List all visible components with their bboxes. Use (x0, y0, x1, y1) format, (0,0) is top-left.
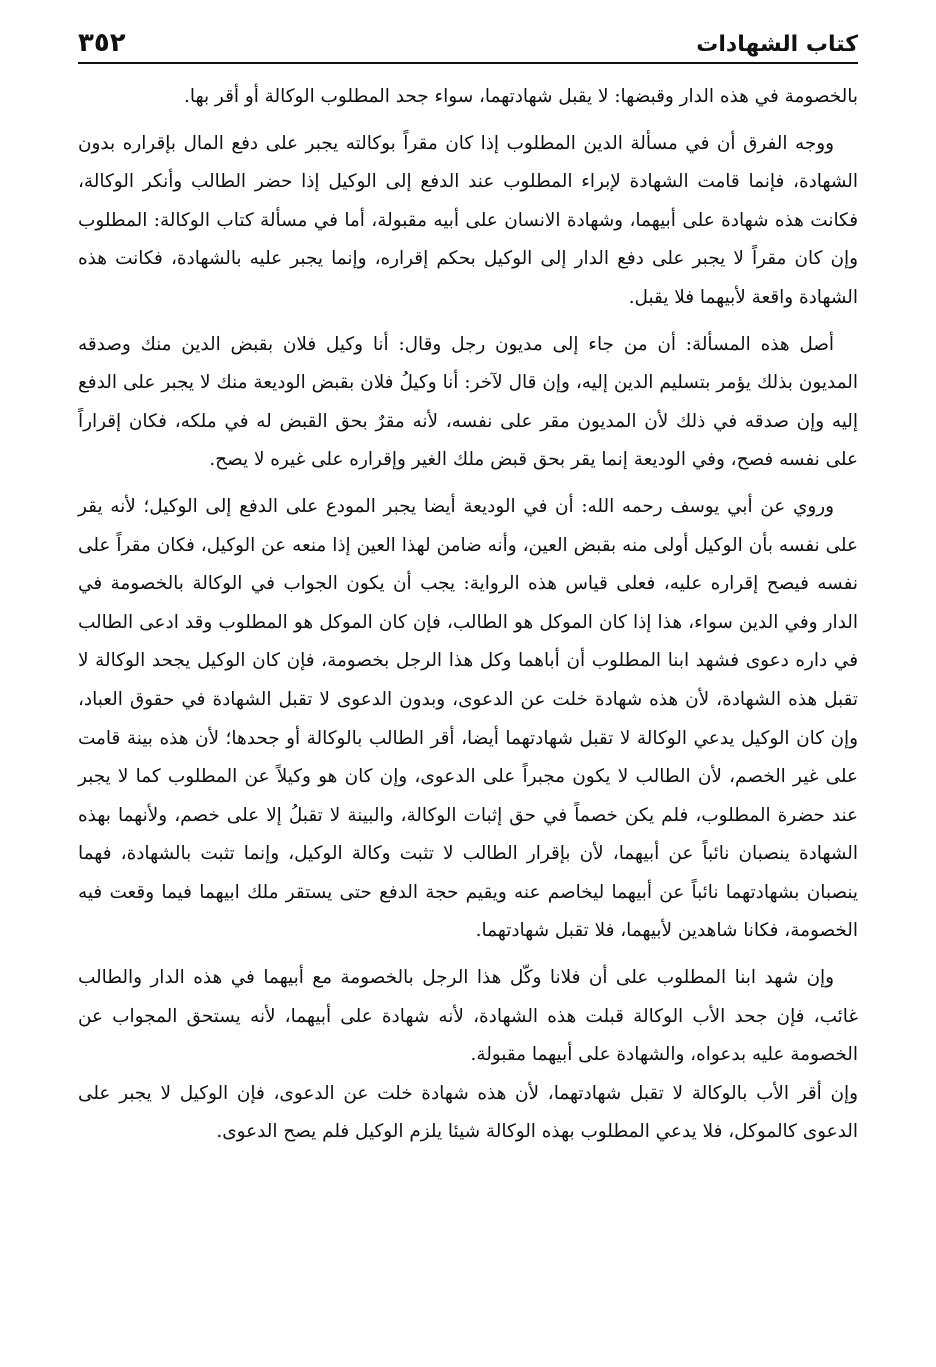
paragraph-5: وإن شهد ابنا المطلوب على أن فلانا وكّل هذا الرجل بالخصومة مع أبيهما في هذه الدار والطالب غائب، فإن جحد الأب الوكالة قبلت هذه الشهادة، لأنه شهادة على أبيهما، لأنه يستحق المجواب عن الخصومة عليه بدعواه، والشهادة على أبيهما مقبولة. (78, 967, 858, 1066)
paragraph-1: بالخصومة في هذه الدار وقبضها: لا يقبل شهادتهما، سواء جحد المطلوب الوكالة أو أقر بها. (184, 86, 858, 107)
page-number: ٣٥٢ (78, 28, 126, 58)
paragraph-3: أصل هذه المسألة: أن من جاء إلى مديون رجل وقال: أنا وكيل فلان بقبض الدين منك وصدقه المديون بذلك يؤمر بتسليم الدين إليه، وإن قال لآخر: أنا وكيلُ فلان بقبض الوديعة منك لا يجبر على الدفع إليه وإن صدقه في ذلك لأن المديون مقر على نفسه، لأنه مقرٌ بحق القبض له في ملكه، فكان إقراراً على نفسه فصح، وفي الوديعة إنما يقر بحق قبض ملك الغير وإقراره على غيره لا يصح. (78, 333, 858, 471)
paragraph-2: ووجه الفرق أن في مسألة الدين المطلوب إذا كان مقراً بوكالته يجبر على دفع المال بإقراره بدون الشهادة، فإنما قامت الشهادة لإبراء المطلوب عند الدفع إلى الوكيل إذا حضر الطالب وأنكر الوكالة، فكانت هذه شهادة على أبيهما، وشهادة الانسان على أبيه مقبولة، أما في مسألة كتاب الوكالة: المطلوب وإن كان مقراً لا يجبر على دفع الدار إلى الوكيل بحكم إقراره، وإنما يجبر عليه بالشهادة، فكانت هذه الشهادة واقعة لأبيهما فلا يقبل. (78, 132, 858, 308)
chapter-title: كتاب الشهادات (696, 32, 858, 57)
body-text (78, 78, 858, 1152)
book-page (78, 28, 858, 1347)
paragraph-6: وإن أقر الأب بالوكالة لا تقبل شهادتهما، لأن هذه شهادة خلت عن الدعوى، فإن الوكيل لا يجبر على الدعوى كالموكل، فلا يدعي المطلوب بهذه الوكالة شيئا يلزم الوكيل فلم يصح الدعوى. (78, 1082, 858, 1143)
running-header (78, 28, 858, 64)
paragraph-4: وروي عن أبي يوسف رحمه الله: أن في الوديعة أيضا يجبر المودع على الدفع إلى الوكيل؛ لأنه يقر على نفسه بأن الوكيل أولى منه بقبض العين، وأنه ضامن لهذا العين إذا منعه عن الوكيل، فكان مقراً على نفسه فيصح إقراره عليه، فعلى قياس هذه الرواية: يجب أن يكون الجواب في الوكالة بالخصومة في الدار وفي الدين سواء، هذا إذا كان الموكل هو الطالب، فإن كان الموكل هو المطلوب وقد ادعى الطالب في داره دعوى فشهد ابنا المطلوب أن أباهما وكل هذا الرجل بخصومة، فإن كان الوكيل يجحد الوكالة لا تقبل هذه الشهادة، لأن هذه شهادة خلت عن الدعوى، وبدون الدعوى لا تقبل الشهادة في حقوق العباد، وإن كان الوكيل يدعي الوكالة لا تقبل شهادتهما أيضا، أقر الطالب بالوكالة أو جحدها؛ لأن هذه بينة قامت على غير الخصم، لأن الطالب لا يكون مجبراً على الدعوى، وإن كان هو وكيلاً عن المطلوب كما لا يجبر عند حضرة المطلوب، فلم يكن خصماً في حق إثبات الوكالة، والبينة لا تقبلُ إلا على خصم، ولأنهما بهذه الشهادة ينصبان نائباً عن أبيهما، لأن بإقرار الطالب لا تثبت وكالة الوكيل، وإنما تثبت بالشهادة، فهما ينصبان بشهادتهما نائباً عن أبيهما ليخاصم عنه ويقيم حجة الدفع حتى يستقر ملك ابيهما فيما وقعت فيه الخصومة، فكانا شاهدين لأبيهما، فلا تقبل شهادتهما. (78, 495, 858, 942)
